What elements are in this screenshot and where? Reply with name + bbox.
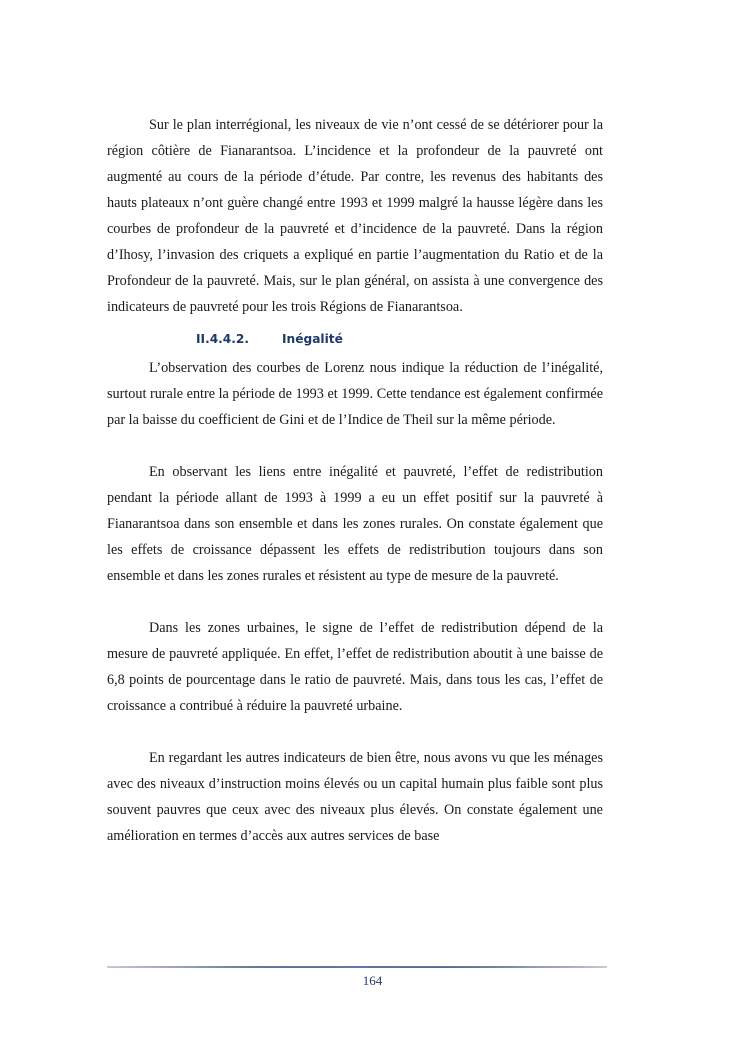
section-title: Inégalité bbox=[282, 332, 343, 346]
paragraph-spacer bbox=[107, 719, 603, 745]
paragraph-spacer bbox=[107, 589, 603, 615]
footer-rule bbox=[107, 965, 607, 969]
paragraph-lorenz: L’observation des courbes de Lorenz nous indique la réduction de l’inégalité, surtout rurale entre la période de 1993 et 1999. Cette tendance est également confirmée par la baisse du coefficient de Gini et de l’Indice de Theil sur la même période. bbox=[107, 360, 603, 428]
paragraph-spacer bbox=[107, 433, 603, 459]
section-heading bbox=[107, 328, 603, 350]
page-body bbox=[107, 112, 603, 849]
section-number: II.4.4.2. bbox=[196, 332, 250, 346]
paragraph-inequality-poverty: En observant les liens entre inégalité et pauvreté, l’effet de redistribution pendant la période allant de 1993 à 1999 a eu un effet positif sur la pauvreté à Fianarantsoa dans son ensemble et dans les zones rurales. On constate également que les effets de croissance dépassent les effets de redistribution toujours dans son ensemble et dans les zones rurales et résistent au type de mesure de la pauvreté. bbox=[107, 464, 603, 584]
paragraph-wellbeing-indicators: En regardant les autres indicateurs de bien être, nous avons vu que les ménages avec des niveaux d’instruction moins élevés ou un capital humain plus faible sont plus souvent pauvres que ceux avec des niveaux plus élevés. On constate également une amélioration en termes d’accès aux autres services de base bbox=[107, 750, 603, 844]
paragraph-interregional: Sur le plan interrégional, les niveaux de vie n’ont cessé de se détériorer pour la région côtière de Fianarantsoa. L’incidence et la profondeur de la pauvreté ont augmenté au cours de la période d’étude. Par contre, les revenus des habitants des hauts plateaux n’ont guère changé entre 1993 et 1999 malgré la hausse légère dans les courbes de profondeur de la pauvreté et d’incidence de la pauvreté. Dans la région d’Ihosy, l’invasion des criquets a expliqué en partie l’augmentation du Ratio et de la Profondeur de la pauvreté. Mais, sur le plan général, on assista à une convergence des indicateurs de pauvreté pour les trois Régions de Fianarantsoa. bbox=[107, 117, 603, 315]
page-number: 164 bbox=[362, 973, 383, 988]
paragraph-urban-zones: Dans les zones urbaines, le signe de l’effet de redistribution dépend de la mesure de pauvreté appliquée. En effet, l’effet de redistribution aboutit à une baisse de 6,8 points de pourcentage dans le ratio de pauvreté. Mais, dans tous les cas, l’effet de croissance a contribué à réduire la pauvreté urbaine. bbox=[107, 620, 603, 714]
